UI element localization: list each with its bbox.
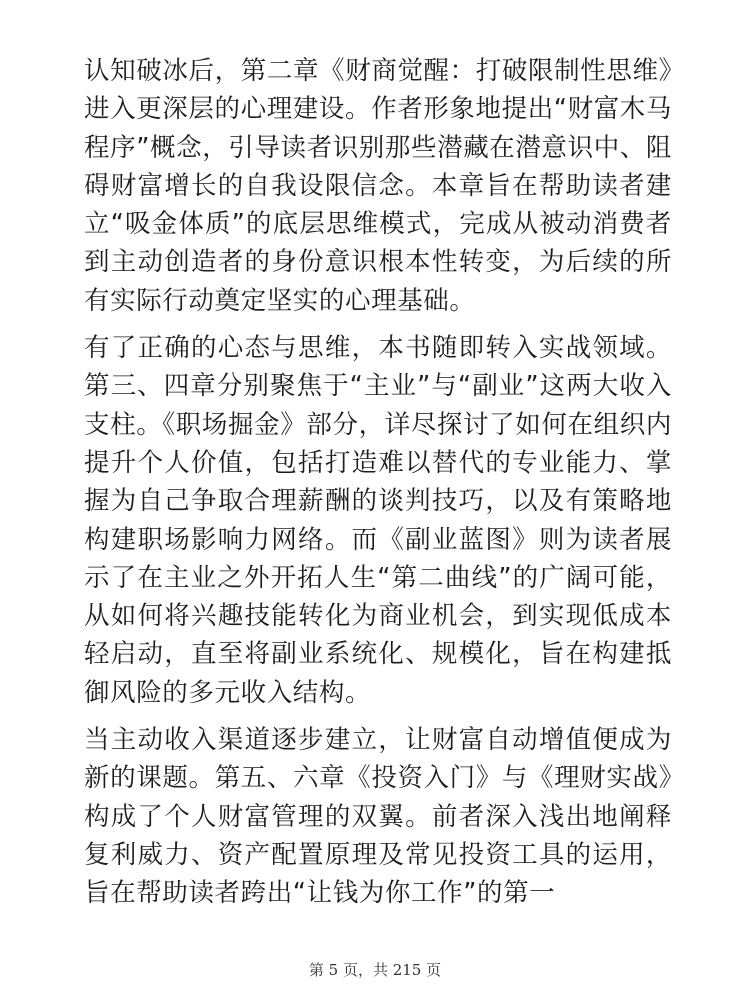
body-paragraph-3: 当主动收入渠道逐步建立，让财富自动增值便成为新的课题。第五、六章《投资入门》与《理财实战》构成了个人财富管理的双翼。前者深入浅出地阐释复利威力、资产配置原理及常见投资工具的运用，旨在帮助读者跨出“让钱为你工作”的第一 xyxy=(84,725,672,909)
body-paragraph-2: 有了正确的心态与思维，本书随即转入实战领域。第三、四章分别聚焦于“主业”与“副业”这两大收入支柱。《职场掘金》部分，详尽探讨了如何在组织内提升个人价值，包括打造难以替代的专业能力、掌握为自己争取合理薪酬的谈判技巧，以及有策略地构建职场影响力网络。而《副业蓝图》则为读者展示了在主业之外开拓人生“第二曲线”的广阔可能，从如何将兴趣技能转化为商业机会，到实现低成本轻启动，直至将副业系统化、规模化，旨在构建抵御风险的多元收入结构。 xyxy=(84,333,672,708)
page-body xyxy=(84,52,672,913)
page-number-footer: 第 5 页，共 215 页 xyxy=(308,961,442,979)
body-paragraph-1: 认知破冰后，第二章《财商觉醒：打破限制性思维》进入更深层的心理建设。作者形象地提出“财富木马程序”概念，引导读者识别那些潜藏在潜意识中、阻碍财富增长的自我设限信念。本章旨在帮助读者建立“吸金体质”的底层思维模式，完成从被动消费者到主动创造者的身份意识根本性转变，为后续的所有实际行动奠定坚实的心理基础。 xyxy=(84,56,673,316)
